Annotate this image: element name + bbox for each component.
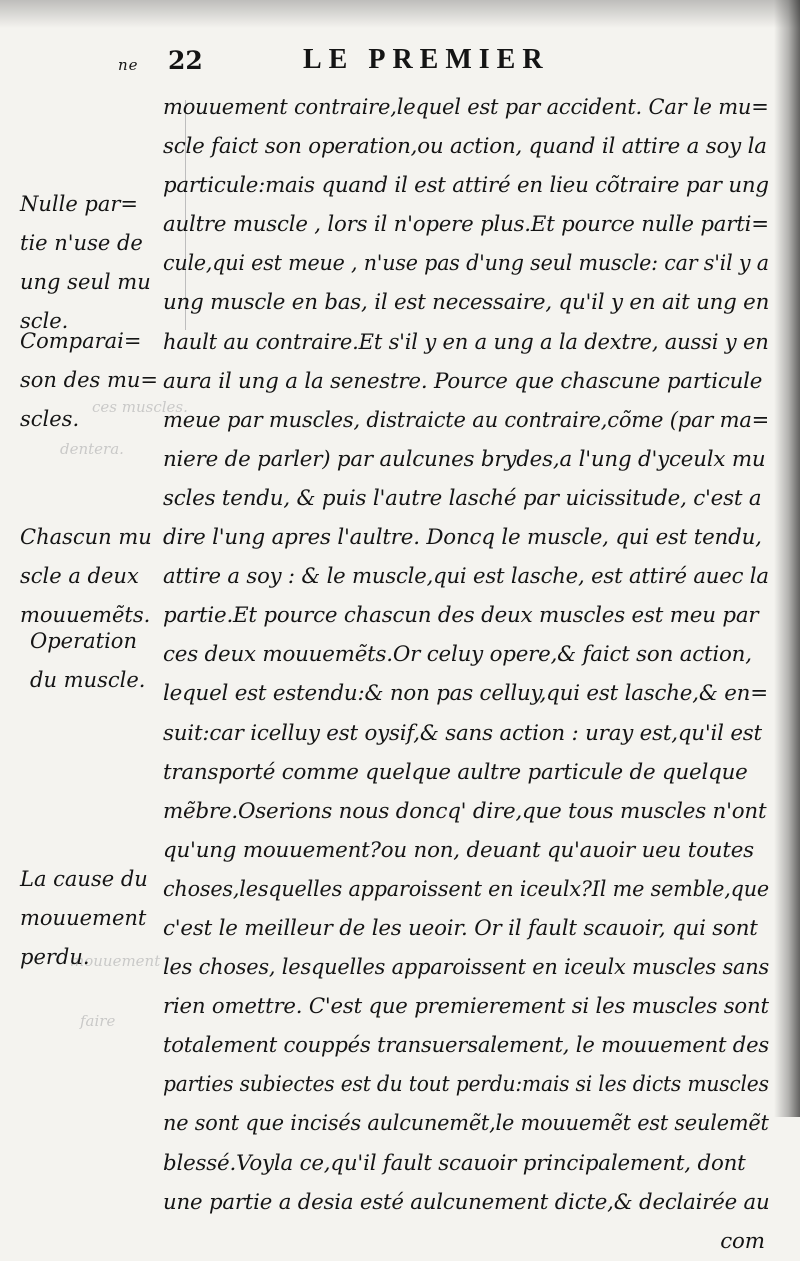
margin-note-line: mouuemẽts. <box>20 603 151 628</box>
text-line: totalement couppés transuersalement, le mouuement des <box>163 1033 770 1059</box>
text-line: blessé.Voyla ce,qu'il fault scauoir principalement, dont <box>163 1150 746 1176</box>
text-line: hault au contraire.Et s'il y en a ung a la dextre, aussi y en <box>163 329 769 355</box>
text-line: partie.Et pource chascun des deux muscles est meu par <box>163 603 759 629</box>
text-line: dire l'ung apres l'aultre. Doncq le muscle, qui est tendu, <box>163 525 762 551</box>
margin-note-line: du muscle. <box>30 668 146 693</box>
margin-note-line: Nulle par= <box>20 192 139 216</box>
text-line: cule,qui est meue , n'use pas d'ung seul muscle: car s'il y a <box>163 251 769 277</box>
main-text-block <box>163 88 773 1261</box>
text-line: une partie a desia esté aulcunement dicte,& declairée au <box>163 1189 770 1215</box>
text-line: suit:car icelluy est oysif,& sans action : uray est,qu'il est <box>163 720 762 746</box>
text-line: parties subiectes est du tout perdu:mais si les dicts muscles <box>163 1072 769 1098</box>
page-number: 22 <box>168 46 203 75</box>
margin-note-line: son des mu= <box>20 368 158 393</box>
text-line: niere de parler) par aulcunes brydes,a l'ung d'yceulx mu <box>163 446 766 472</box>
margin-note-line: tie n'use de <box>20 231 143 256</box>
margin-note <box>20 518 162 635</box>
margin-note-line: Chascun mu <box>20 525 152 549</box>
text-line: aultre muscle , lors il n'opere plus.Et pource nulle parti= <box>163 212 769 238</box>
margin-note-line: ung seul mu <box>20 270 151 295</box>
page-edge-shadow <box>774 0 800 1117</box>
margin-note-line: scle. <box>20 309 69 334</box>
margin-note <box>20 185 162 341</box>
text-line: mẽbre.Oserions nous doncq' dire,que tous muscles n'ont <box>163 798 767 824</box>
margin-note-line: perdu. <box>20 945 90 970</box>
text-line: meue par muscles, distraicte au contraire,cõme (par ma= <box>163 407 770 433</box>
bleed-through-text: dentera. <box>60 440 124 458</box>
text-line: mouuement contraire,lequel est par accident. Car le mu= <box>163 95 769 120</box>
text-line: c'est le meilleur de les ueoir. Or il fault scauoir, qui sont <box>163 915 758 941</box>
margin-note <box>30 622 172 700</box>
text-line: lequel est estendu:& non pas celluy,qui est lasche,& en= <box>163 681 768 707</box>
text-line: ne sont que incisés aulcunemẽt,le mouuemẽt est seulemẽt <box>163 1111 769 1137</box>
text-line: qu'ung mouuement?ou non, deuant qu'auoir ueu toutes <box>163 837 754 863</box>
margin-note <box>20 322 162 439</box>
text-line: ces deux mouuemẽts.Or celuy opere,& faict son action, <box>163 642 752 668</box>
margin-note-line: La cause du <box>20 867 148 891</box>
text-line: scles tendu, & puis l'autre lasché par uicissitude, c'est a <box>163 485 762 511</box>
text-line: les choses, lesquelles apparoissent en iceulx muscles sans <box>163 955 769 981</box>
text-line: attire a soy : & le muscle,qui est lasche, est attiré auec la <box>163 564 769 590</box>
bleed-through-text: mouuement <box>70 952 161 970</box>
bleed-through-text: faire <box>80 1012 116 1030</box>
header-mark: ne <box>118 56 139 74</box>
running-head: LE PREMIER <box>303 44 550 75</box>
text-line: rien omettre. C'est que premierement si les muscles sont <box>163 994 769 1020</box>
catchword: com <box>720 1228 765 1254</box>
margin-note-line: mouuement <box>20 906 147 931</box>
text-line: particule:mais quand il est attiré en lieu cõtraire par ung <box>163 173 769 199</box>
margin-note-line: scle a deux <box>20 564 139 589</box>
margin-note <box>20 860 162 977</box>
text-line: aura il ung a la senestre. Pource que chascune particule <box>163 368 763 394</box>
text-line: scle faict son operation,ou action, quand il attire a soy la <box>163 134 767 160</box>
margin-note-line: Comparai= <box>20 329 142 353</box>
text-line: transporté comme quelque aultre particule de quelque <box>163 759 748 785</box>
text-line: ung muscle en bas, il est necessaire, qu'il y en ait ung en <box>163 290 770 316</box>
margin-note-line: Operation <box>30 629 137 653</box>
text-line: choses,lesquelles apparoissent en iceulx?Il me semble,que <box>163 876 770 902</box>
margin-notes <box>0 0 165 1117</box>
bleed-through-text: ces muscles. <box>92 398 188 416</box>
margin-note-line: scles. <box>20 407 80 432</box>
